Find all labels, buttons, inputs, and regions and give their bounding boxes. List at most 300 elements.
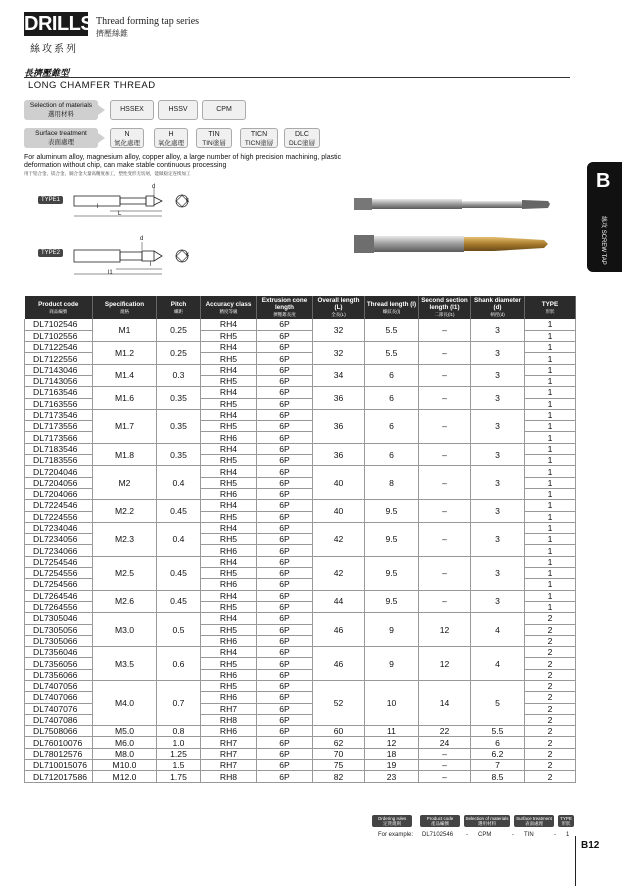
overall-length-cell: 70 [313, 748, 365, 759]
ordering-rules-en: Ordering rules [377, 816, 407, 821]
product-code-cell: DL7254556 [25, 568, 93, 579]
product-code-cell: DL7183546 [25, 443, 93, 454]
surface-n-code: N [124, 131, 130, 138]
type1-L-label: L [118, 211, 122, 217]
table-row [25, 681, 576, 692]
thread-length-cell: 9.5 [365, 522, 419, 556]
product-code-cell: DL7122556 [25, 353, 93, 364]
shank-diameter-cell: 3 [471, 590, 525, 613]
thread-length-cell: 8 [365, 466, 419, 500]
accuracy-class-cell: RH5 [201, 511, 257, 522]
extrusion-cone-cell: 6P [257, 409, 313, 420]
column-header [419, 296, 471, 319]
surface-ticn-cn: TICN塗層 [244, 140, 274, 147]
table-row [25, 737, 576, 748]
extrusion-cone-cell: 6P [257, 375, 313, 386]
surface-h-cn: 氧化處理 [158, 140, 184, 147]
description-en: For aluminum alloy, magnesium alloy, copper alloy, a large number of high precision machining, plastic deformation without chip, can make stable continuous processing [24, 154, 342, 169]
pitch-cell: 1.25 [157, 748, 201, 759]
type-cell: 2 [525, 658, 576, 669]
extrusion-cone-cell: 6P [257, 522, 313, 533]
extrusion-cone-cell: 6P [257, 635, 313, 646]
specification-cell: M3.0 [93, 613, 157, 647]
overall-length-cell: 75 [313, 760, 365, 771]
shank-diameter-cell: 3 [471, 522, 525, 556]
type-cell: 1 [525, 477, 576, 488]
second-section-length-cell: – [419, 443, 471, 466]
footer-example-sep2: - [512, 832, 514, 838]
thread-length-cell: 23 [365, 771, 419, 782]
extrusion-cone-cell: 6P [257, 545, 313, 556]
extrusion-cone-cell: 6P [257, 771, 313, 782]
specification-cell: M1.2 [93, 342, 157, 365]
overall-length-cell: 46 [313, 613, 365, 647]
type-cell: 1 [525, 500, 576, 511]
footer-example-surface: TIN [524, 832, 534, 838]
surface-option-tin[interactable] [196, 128, 232, 148]
type2-d-label: d [140, 236, 144, 242]
column-header-en: Second section length (l1) [421, 297, 468, 311]
type2-diagram [70, 236, 200, 280]
product-code-cell: DL76010076 [25, 737, 93, 748]
overall-length-cell: 34 [313, 364, 365, 387]
table-row [25, 613, 576, 624]
surface-label-cn: 表面處理 [48, 139, 74, 146]
table-row [25, 556, 576, 567]
column-header [257, 296, 313, 319]
thread-length-cell: 18 [365, 748, 419, 759]
thread-length-cell: 6 [365, 443, 419, 466]
accuracy-class-cell: RH4 [201, 319, 257, 330]
tap-photo-coated [352, 232, 552, 258]
second-section-length-cell: – [419, 590, 471, 613]
table-row [25, 590, 576, 601]
series-title-en: Thread forming tap series [96, 16, 200, 27]
accuracy-class-cell: RH4 [201, 364, 257, 375]
specification-cell: M2.3 [93, 522, 157, 556]
column-header-en: Overall length (L) [317, 297, 360, 311]
product-code-cell: DL7173566 [25, 432, 93, 443]
overall-length-cell: 42 [313, 522, 365, 556]
extrusion-cone-cell: 6P [257, 534, 313, 545]
extrusion-cone-cell: 6P [257, 669, 313, 680]
type-cell: 1 [525, 545, 576, 556]
page-number: B12 [581, 840, 600, 851]
extrusion-cone-cell: 6P [257, 556, 313, 567]
type-cell: 1 [525, 432, 576, 443]
type-cell: 1 [525, 353, 576, 364]
thread-length-cell: 9.5 [365, 556, 419, 590]
accuracy-class-cell: RH5 [201, 455, 257, 466]
second-section-length-cell: – [419, 771, 471, 782]
shank-diameter-cell: 3 [471, 387, 525, 410]
type-cell: 1 [525, 342, 576, 353]
footer-surface-label [514, 815, 554, 827]
overall-length-cell: 52 [313, 681, 365, 726]
type-cell: 2 [525, 613, 576, 624]
accuracy-class-cell: RH4 [201, 522, 257, 533]
extrusion-cone-cell: 6P [257, 387, 313, 398]
product-code-cell: DL7102546 [25, 319, 93, 330]
type-cell: 2 [525, 635, 576, 646]
extrusion-cone-cell: 6P [257, 443, 313, 454]
type1-k-label: k [186, 198, 189, 204]
table-row [25, 466, 576, 477]
type-cell: 1 [525, 319, 576, 330]
shank-diameter-cell: 3 [471, 443, 525, 466]
accuracy-class-cell: RH5 [201, 658, 257, 669]
accuracy-class-cell: RH5 [201, 398, 257, 409]
pitch-cell: 0.35 [157, 409, 201, 443]
thread-length-cell: 9.5 [365, 590, 419, 613]
table-row [25, 409, 576, 420]
thread-length-cell: 5.5 [365, 342, 419, 365]
thread-length-cell: 11 [365, 726, 419, 737]
table-row [25, 364, 576, 375]
pitch-cell: 1.75 [157, 771, 201, 782]
extrusion-cone-cell: 6P [257, 353, 313, 364]
surface-option-dlc[interactable] [284, 128, 320, 148]
accuracy-class-cell: RH5 [201, 330, 257, 341]
accuracy-class-cell: RH6 [201, 579, 257, 590]
overall-length-cell: 44 [313, 590, 365, 613]
overall-length-cell: 40 [313, 500, 365, 523]
specification-cell: M6.0 [93, 737, 157, 748]
specification-cell: M1.4 [93, 364, 157, 387]
extrusion-cone-cell: 6P [257, 726, 313, 737]
type-cell: 2 [525, 760, 576, 771]
accuracy-class-cell: RH4 [201, 409, 257, 420]
type-cell: 2 [525, 669, 576, 680]
second-section-length-cell: – [419, 319, 471, 342]
extrusion-cone-cell: 6P [257, 319, 313, 330]
table-row [25, 726, 576, 737]
materials-label [24, 100, 98, 120]
accuracy-class-cell: RH7 [201, 748, 257, 759]
second-section-length-cell: – [419, 387, 471, 410]
material-option-hssv[interactable]: HSSV [158, 100, 198, 120]
material-option-cpm[interactable]: CPM [202, 100, 246, 120]
accuracy-class-cell: RH7 [201, 760, 257, 771]
accuracy-class-cell: RH5 [201, 601, 257, 612]
shank-diameter-cell: 4 [471, 647, 525, 681]
footer-product-code-label [420, 815, 460, 827]
surface-option-ticn[interactable] [240, 128, 278, 148]
extrusion-cone-cell: 6P [257, 455, 313, 466]
footer-materials-en: Selection of materials [465, 816, 509, 821]
surface-ticn-code: TICN [250, 131, 268, 138]
ordering-rules-cn: 定貨規則 [383, 821, 401, 826]
type1-d-label: d [152, 184, 156, 190]
accuracy-class-cell: RH5 [201, 477, 257, 488]
shank-diameter-cell: 3 [471, 556, 525, 590]
column-header-cn: 螺紋長(l) [382, 308, 401, 314]
materials-label-cn: 選用材料 [48, 111, 74, 118]
chapter-side-tab [587, 162, 622, 272]
type2-label: TYPE2 [38, 249, 63, 257]
type1-l-label: l [97, 204, 99, 210]
accuracy-class-cell: RH5 [201, 534, 257, 545]
series-title-cn: 擠壓絲錐 [96, 29, 128, 38]
shank-diameter-cell: 3 [471, 500, 525, 523]
specification-cell: M4.0 [93, 681, 157, 726]
column-header-cn: 擠壓錐長度 [273, 312, 296, 317]
footer-surface-en: Surface treatment [516, 816, 552, 821]
specification-cell: M2.2 [93, 500, 157, 523]
footer-product-code-en: Product code [426, 816, 454, 821]
column-header [365, 296, 419, 319]
product-code-cell: DL7356046 [25, 647, 93, 658]
type2-l-label: l [150, 262, 152, 268]
brand-logo: DRILLS [24, 13, 94, 35]
product-code-cell: DL7204046 [25, 466, 93, 477]
surface-dlc-cn: DLC塗層 [288, 140, 315, 147]
shank-diameter-cell: 6.2 [471, 748, 525, 759]
column-header-en: Specification [104, 300, 145, 308]
thread-length-cell: 5.5 [365, 319, 419, 342]
type-cell: 1 [525, 568, 576, 579]
materials-label-en: Selection of materials [29, 102, 93, 109]
description-cn: 用于铝合金、镁合金、铜合金大量高精度加工，塑性变形无切屑，能做稳定连续加工 [24, 171, 191, 176]
accuracy-class-cell: RH5 [201, 681, 257, 692]
column-header [25, 296, 93, 319]
second-section-length-cell: 24 [419, 737, 471, 748]
column-header-en: Accuracy class [205, 300, 252, 308]
section-title-cn: 長擠壓錐型 [24, 68, 70, 78]
column-header-en: Product code [38, 300, 79, 308]
column-header-cn: 螺距 [174, 308, 183, 314]
second-section-length-cell: – [419, 364, 471, 387]
type-cell: 1 [525, 409, 576, 420]
specification-cell: M1.8 [93, 443, 157, 466]
table-row [25, 342, 576, 353]
column-header-cn: 精度等級 [219, 308, 238, 314]
type-cell: 1 [525, 387, 576, 398]
footer-product-code-cn: 產品編號 [431, 821, 449, 826]
type-cell: 2 [525, 714, 576, 725]
extrusion-cone-cell: 6P [257, 398, 313, 409]
footer-example-label: For example: [378, 832, 414, 838]
extrusion-cone-cell: 6P [257, 760, 313, 771]
column-header-en: TYPE [541, 300, 559, 308]
extrusion-cone-cell: 6P [257, 568, 313, 579]
extrusion-cone-cell: 6P [257, 342, 313, 353]
product-code-cell: DL7122546 [25, 342, 93, 353]
pitch-cell: 0.4 [157, 466, 201, 500]
extrusion-cone-cell: 6P [257, 681, 313, 692]
column-header [157, 296, 201, 319]
product-code-cell: DL7356066 [25, 669, 93, 680]
type-cell: 1 [525, 579, 576, 590]
pitch-cell: 1.0 [157, 737, 201, 748]
shank-diameter-cell: 5.5 [471, 726, 525, 737]
product-code-cell: DL7204056 [25, 477, 93, 488]
surface-option-h[interactable] [154, 128, 188, 148]
accuracy-class-cell: RH4 [201, 590, 257, 601]
product-code-cell: DL7163556 [25, 398, 93, 409]
extrusion-cone-cell: 6P [257, 364, 313, 375]
thread-length-cell: 6 [365, 364, 419, 387]
accuracy-class-cell: RH5 [201, 353, 257, 364]
column-header-en: Shank diameter (d) [474, 297, 521, 311]
type1-label: TYPE1 [38, 196, 63, 204]
accuracy-class-cell: RH6 [201, 669, 257, 680]
section-divider [24, 77, 570, 78]
overall-length-cell: 42 [313, 556, 365, 590]
second-section-length-cell: – [419, 466, 471, 500]
type-cell: 1 [525, 330, 576, 341]
thread-length-cell: 10 [365, 681, 419, 726]
accuracy-class-cell: RH4 [201, 556, 257, 567]
second-section-length-cell: 12 [419, 647, 471, 681]
pitch-cell: 0.4 [157, 522, 201, 556]
type-cell: 2 [525, 703, 576, 714]
shank-diameter-cell: 6 [471, 737, 525, 748]
thread-length-cell: 9 [365, 647, 419, 681]
surface-tin-code: TIN [208, 131, 220, 138]
accuracy-class-cell: RH6 [201, 635, 257, 646]
footer-type-en: TYPE [560, 816, 572, 821]
type-cell: 2 [525, 692, 576, 703]
product-code-cell: DL7183556 [25, 455, 93, 466]
extrusion-cone-cell: 6P [257, 590, 313, 601]
second-section-length-cell: 14 [419, 681, 471, 726]
extrusion-cone-cell: 6P [257, 613, 313, 624]
product-code-cell: DL7508066 [25, 726, 93, 737]
second-section-length-cell: – [419, 522, 471, 556]
product-code-cell: DL7173546 [25, 409, 93, 420]
thread-length-cell: 6 [365, 387, 419, 410]
accuracy-class-cell: RH4 [201, 443, 257, 454]
type-cell: 2 [525, 737, 576, 748]
pitch-cell: 0.8 [157, 726, 201, 737]
accuracy-class-cell: RH8 [201, 771, 257, 782]
accuracy-class-cell: RH4 [201, 466, 257, 477]
extrusion-cone-cell: 6P [257, 432, 313, 443]
extrusion-cone-cell: 6P [257, 658, 313, 669]
type-cell: 1 [525, 590, 576, 601]
product-code-cell: DL7143046 [25, 364, 93, 375]
shank-diameter-cell: 3 [471, 364, 525, 387]
material-option-hssex[interactable]: HSSEX [110, 100, 154, 120]
type-cell: 1 [525, 443, 576, 454]
column-header-cn: 商品編號 [49, 308, 68, 314]
specification-cell: M5.0 [93, 726, 157, 737]
table-row [25, 443, 576, 454]
extrusion-cone-cell: 6P [257, 703, 313, 714]
footer-example-type: 1 [566, 832, 570, 838]
type-cell: 1 [525, 466, 576, 477]
table-row [25, 500, 576, 511]
thread-length-cell: 9.5 [365, 500, 419, 523]
product-code-cell: DL710015076 [25, 760, 93, 771]
product-code-cell: DL7234046 [25, 522, 93, 533]
column-header-cn: 柄徑(d) [490, 312, 505, 317]
specification-cell: M2 [93, 466, 157, 500]
product-code-cell: DL7407056 [25, 681, 93, 692]
extrusion-cone-cell: 6P [257, 601, 313, 612]
column-header-cn: 二節長(l1) [434, 312, 455, 317]
pitch-cell: 0.45 [157, 590, 201, 613]
extrusion-cone-cell: 6P [257, 500, 313, 511]
column-header [471, 296, 525, 319]
pitch-cell: 0.45 [157, 500, 201, 523]
overall-length-cell: 36 [313, 387, 365, 410]
second-section-length-cell: – [419, 409, 471, 443]
shank-diameter-cell: 7 [471, 760, 525, 771]
thread-length-cell: 12 [365, 737, 419, 748]
table-row [25, 760, 576, 771]
second-section-length-cell: – [419, 556, 471, 590]
footer-materials-cn: 選用材料 [478, 821, 496, 826]
shank-diameter-cell: 3 [471, 409, 525, 443]
table-row [25, 522, 576, 533]
type-cell: 1 [525, 522, 576, 533]
type-cell: 1 [525, 398, 576, 409]
pitch-cell: 0.7 [157, 681, 201, 726]
accuracy-class-cell: RH4 [201, 342, 257, 353]
accuracy-class-cell: RH4 [201, 613, 257, 624]
product-code-cell: DL7224546 [25, 500, 93, 511]
extrusion-cone-cell: 6P [257, 579, 313, 590]
surface-dlc-code: DLC [294, 131, 309, 138]
accuracy-class-cell: RH5 [201, 375, 257, 386]
accuracy-class-cell: RH6 [201, 545, 257, 556]
tap-photo-plain [352, 194, 552, 216]
overall-length-cell: 40 [313, 466, 365, 500]
product-code-cell: DL7163546 [25, 387, 93, 398]
type-cell: 2 [525, 647, 576, 658]
surface-label-en: Surface treatment [35, 130, 87, 137]
accuracy-class-cell: RH7 [201, 737, 257, 748]
accuracy-class-cell: RH5 [201, 421, 257, 432]
overall-length-cell: 82 [313, 771, 365, 782]
type-cell: 1 [525, 364, 576, 375]
table-row [25, 319, 576, 330]
specification-cell: M10.0 [93, 760, 157, 771]
shank-diameter-cell: 3 [471, 342, 525, 365]
ordering-rules-label [372, 815, 412, 827]
specification-cell: M8.0 [93, 748, 157, 759]
pitch-cell: 0.5 [157, 613, 201, 647]
overall-length-cell: 36 [313, 409, 365, 443]
surface-n-cn: 氮化處理 [114, 140, 140, 147]
overall-length-cell: 46 [313, 647, 365, 681]
second-section-length-cell: – [419, 500, 471, 523]
product-code-cell: DL7264546 [25, 590, 93, 601]
extrusion-cone-cell: 6P [257, 511, 313, 522]
section-title-en: LONG CHAMFER THREAD [28, 80, 156, 91]
type-cell: 1 [525, 511, 576, 522]
product-code-cell: DL7305046 [25, 613, 93, 624]
product-code-cell: DL7234066 [25, 545, 93, 556]
product-code-cell: DL7173556 [25, 421, 93, 432]
surface-option-n[interactable] [110, 128, 144, 148]
product-code-cell: DL7254546 [25, 556, 93, 567]
second-section-length-cell: 12 [419, 613, 471, 647]
accuracy-class-cell: RH6 [201, 432, 257, 443]
product-spec-table [24, 296, 576, 783]
extrusion-cone-cell: 6P [257, 421, 313, 432]
chapter-title-en: SCREW TAP [600, 229, 606, 265]
pitch-cell: 0.25 [157, 319, 201, 342]
pitch-cell: 0.35 [157, 387, 201, 410]
column-header [525, 296, 576, 319]
footer-materials-label [464, 815, 510, 827]
accuracy-class-cell: RH6 [201, 692, 257, 703]
footer-type-cn: 形狀 [561, 821, 571, 826]
specification-cell: M2.5 [93, 556, 157, 590]
